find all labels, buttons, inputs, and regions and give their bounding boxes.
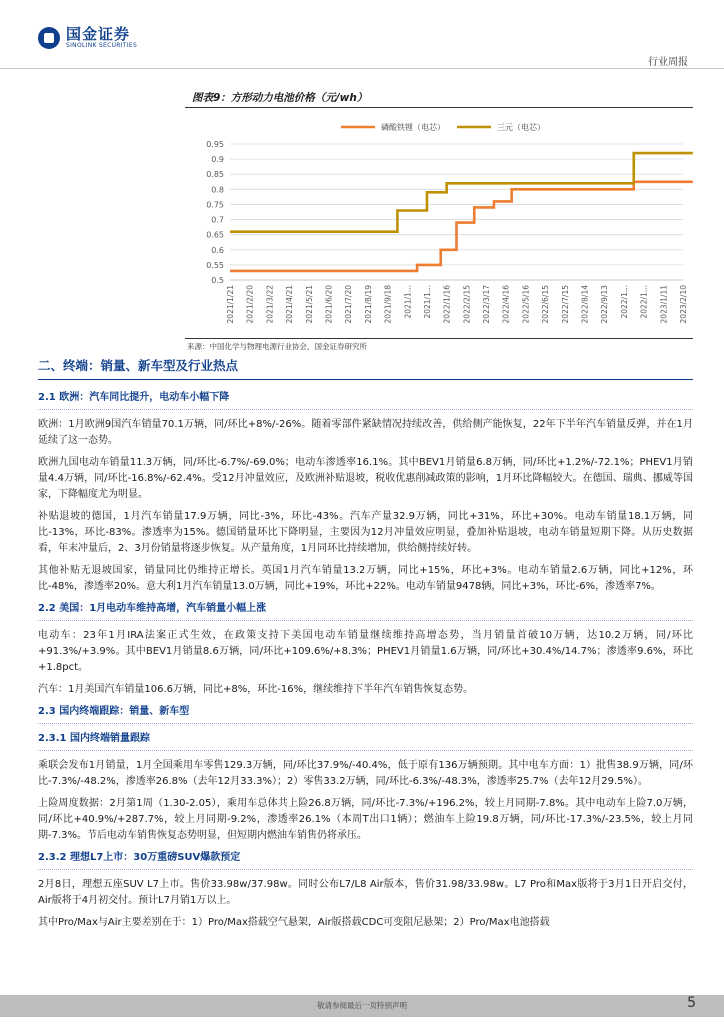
x-tick-label: 2021/6/20	[324, 285, 334, 324]
y-tick-label: 0.5	[211, 276, 224, 285]
legend-label: 磷酸铁锂（电芯）	[381, 123, 445, 132]
x-tick-label: 2021/5/21	[304, 285, 314, 324]
x-tick-label: 2022/7/15	[560, 285, 570, 324]
y-tick-label: 0.8	[211, 185, 224, 195]
y-tick-label: 0.65	[206, 230, 224, 240]
y-tick-label: 0.75	[206, 200, 224, 210]
x-tick-label: 2022/1...	[619, 285, 629, 319]
x-tick-label: 2021/8/19	[363, 285, 373, 324]
y-tick-label: 0.95	[206, 140, 224, 149]
x-tick-label: 2022/2/15	[462, 285, 472, 324]
x-tick-label: 2022/3/17	[482, 285, 492, 324]
subsection-2-1-title: 2.1 欧洲：汽车同比提升，电动车小幅下降	[38, 390, 693, 410]
x-tick-label: 2021/9/18	[383, 285, 393, 324]
x-tick-label: 2021/4/21	[285, 285, 295, 324]
report-type: 行业周报	[648, 57, 688, 68]
x-tick-label: 2021/7/20	[344, 285, 354, 324]
paragraph: 电动车：23年1月IRA法案正式生效，在政策支持下美国电动车销量继续维持高增态势，当月销量首破10万辆，达10.2万辆，同/环比+91.3%/+3.9%。其中BEV1月销量8.6万辆，同/环比+109.6%/+8.3%；PHEV1月销量1.6万辆，同/环比+30.4%/14.7%；渗透率9.6%，环比+1.8pct。	[38, 630, 693, 673]
x-tick-label: 2022/4/16	[501, 285, 511, 324]
figure-source: 来源：中国化学与物理电源行业协会，国金证券研究所	[187, 342, 367, 351]
series-line-lfp	[230, 182, 693, 271]
x-tick-label: 2022/5/16	[521, 285, 531, 324]
paragraph: 其中Pro/Max与Air主要差别在于：1）Pro/Max搭载空气悬架，Air版搭载CDC可变阻尼悬架；2）Pro/Max电池搭载	[38, 917, 550, 928]
x-tick-label: 2021/1/21	[226, 285, 235, 324]
subsection-2-2-title: 2.2 美国：1月电动车维持高增，汽车销量小幅上涨	[38, 601, 693, 621]
battery-price-chart	[185, 110, 693, 338]
x-tick-label: 2021/2/20	[245, 285, 255, 324]
section-title: 二、终端：销量、新车型及行业热点	[38, 358, 239, 373]
subsection-2-3-1-title: 2.3.1 国内终端销量跟踪	[38, 731, 693, 751]
header-divider	[0, 68, 724, 69]
paragraph: 欧洲：1月欧洲9国汽车销量70.1万辆，同/环比+8%/-26%。随着零部件紧缺情况持续改善，供给侧产能恢复，22年下半年汽车销量反弹，并在1月延续了这一态势。	[38, 419, 693, 446]
x-tick-label: 2022/6/15	[541, 285, 551, 324]
figure-title-divider	[185, 107, 693, 108]
paragraph: 补贴退坡的德国，1月汽车销量17.9万辆，同比-3%，环比-43%。汽车产量32.9万辆，同比+31%，环比+30%。电动车销量18.1万辆，同比-13%，环比-83%。渗透率为15%。德国销量环比下降明显，主要因为12月冲量效应明显，叠加补贴退坡，电动车销量短期下降。从历史数据看，年末冲量后，2、3月份销量将逐步恢复。从产量角度，1月同环比持续增加，供给侧持续好转。	[38, 511, 693, 554]
logo-cn: 国金证券	[66, 25, 131, 43]
paragraph: 上险周度数据：2月第1周（1.30-2.05），乘用车总体共上险26.8万辆，同/环比-7.3%/+196.2%，较上月同期-7.8%。其中电动车上险7.0万辆，同/环比+40.9%/+287.7%，较上月同期-9.2%，渗透率26.1%（本周T出口1辆）；燃油车上险19.8万辆，同/环比-17.3%/-23.5%，较上月同期-7.3%。节后电动车销售恢复态势明显，但短期内燃油车销售仍将承压。	[38, 798, 693, 841]
subsection-2-3-2-title: 2.3.2 理想L7上市：30万重磅SUV爆款预定	[38, 850, 693, 870]
logo-en: SINOLINK SECURITIES	[66, 42, 138, 49]
x-tick-label: 2022/1...	[639, 285, 649, 319]
y-tick-label: 0.55	[206, 260, 224, 270]
x-tick-label: 2021/1...	[422, 285, 432, 319]
body-text	[38, 388, 693, 937]
x-tick-label: 2022/8/14	[580, 285, 590, 324]
company-logo	[38, 26, 137, 50]
x-tick-label: 2021/1...	[403, 285, 413, 319]
paragraph: 乘联会发布1月销量，1月全国乘用车零售129.3万辆，同/环比37.9%/-40.4%，低于原有136万辆预期。其中电车方面：1）批售38.9万辆，同/环比-7.3%/-48.2%，渗透率26.8%（去年12月33.3%）；2）零售33.2万辆，同/环比-6.3%/-48.3%，渗透率25.7%（去年12月29.5%）。	[38, 760, 693, 787]
y-tick-label: 0.6	[211, 245, 224, 255]
paragraph: 欧洲九国电动车销量11.3万辆，同/环比-6.7%/-69.0%；电动车渗透率16.1%。其中BEV1月销量6.8万辆，同/环比+1.2%/-72.1%；PHEV1月销量4.4万辆，同/环比-16.8%/-62.4%。受12月冲量效应，及欧洲补贴退坡，税收优惠削减政策的影响，1月环比降幅较大。在德国、瑞典、挪威等国家，下降幅度尤为明显。	[38, 457, 693, 500]
y-tick-label: 0.9	[211, 155, 224, 165]
x-tick-label: 2023/1/11	[659, 285, 669, 324]
legend-label: 三元（电芯）	[497, 123, 545, 132]
section-divider	[38, 379, 693, 380]
y-tick-label: 0.7	[211, 215, 224, 225]
figure-title: 图表9：方形动力电池价格（元/wh）	[192, 92, 368, 104]
x-tick-label: 2021/3/22	[265, 285, 275, 324]
paragraph: 2月8日，理想五座SUV L7上市。售价33.98w/37.98w。同时公布L7/L8 Air版本，售价31.98/33.98w。L7 Pro和Max版将于3月1日开启交付，Air版将于4月初交付。预计L7月销1万以上。	[38, 879, 693, 906]
y-tick-label: 0.85	[206, 170, 224, 180]
paragraph: 汽车：1月美国汽车销量106.6万辆，同比+8%，环比-16%，继续维持下半年汽车销售恢复态势。	[38, 684, 474, 695]
x-tick-label: 2022/1/16	[442, 285, 452, 324]
x-tick-label: 2023/2/10	[679, 285, 688, 324]
page-number: 5	[687, 995, 696, 1011]
subsection-2-3-title: 2.3 国内终端跟踪：销量、新车型	[38, 704, 693, 724]
footer-disclaimer: 敬请参阅最后一页特别声明	[317, 1001, 407, 1010]
figure-source-divider	[185, 338, 693, 339]
paragraph: 其他补贴无退坡国家，销量同比仍维持正增长。英国1月汽车销量13.2万辆，同比+15%，环比+3%。电动车销量2.6万辆，同比+12%，环比-48%，渗透率20%。意大利1月汽车销量13.0万辆，同比+19%，环比+22%。电动车销量9478辆，同比+3%，环比-6%，渗透率7%。	[38, 565, 693, 592]
logo-mark-icon	[38, 27, 60, 49]
x-tick-label: 2022/9/13	[600, 285, 610, 324]
